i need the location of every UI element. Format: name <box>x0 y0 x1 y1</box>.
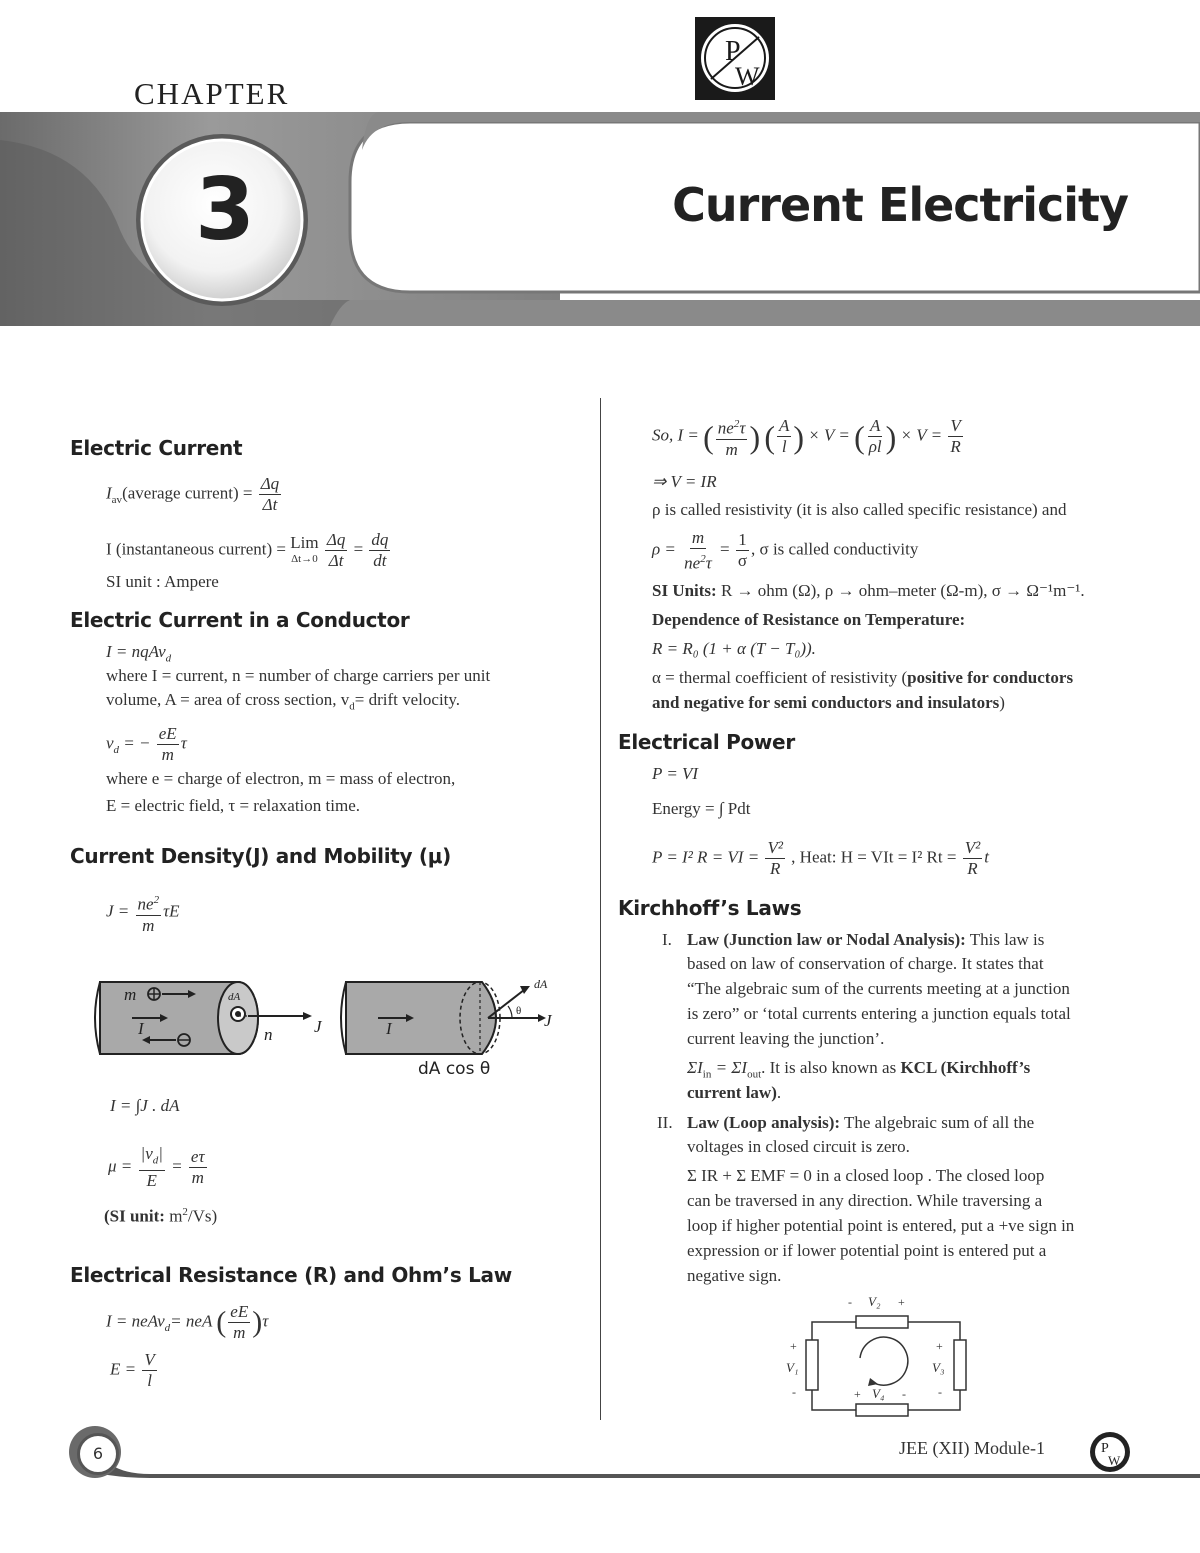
module-name: JEE (XII) Module-1 <box>899 1438 1045 1458</box>
circuit-v4-plus: + <box>854 1387 861 1401</box>
circuit-v3-plus: + <box>936 1339 943 1353</box>
mobility-formula: μ = $\frac{|v_d|}{E}$ = $\frac{e\tau}{m}$ <box>108 1144 205 1191</box>
pw-logo <box>695 17 775 100</box>
resistance-derivation: So, I = ( $\frac{ne^2\tau}{m}$ ) ( $\frac{A}{l}$ ) × V = ( $\frac{A}{\rho l}$ ) × V = $\frac{V}{R}$ <box>652 414 965 460</box>
figure-current2-label: I <box>386 1019 392 1038</box>
heading-current-density: Current Density(J) and Mobility (μ) <box>70 844 452 868</box>
loop-rule-line-2: can be traversed in any direction. While traversing a <box>687 1191 1043 1210</box>
ohms-law-derivation: I = neAv$_d$= neA ( $\frac{eE}{m}$ )τ <box>106 1302 269 1342</box>
law1-line-4: is zero” or ‘total currents entering a junction equals total <box>687 1004 1071 1023</box>
law1-line-5: current leaving the junction’. <box>687 1029 885 1048</box>
ohms-law-v-ir: ⇒ V = IR <box>652 472 717 491</box>
law1-number: I. <box>662 930 672 949</box>
instantaneous-current-formula: I (instantaneous current) = Lim Δt→0 $\frac{\Delta q}{\Delta t}$ = $\frac{dq}{dt}$ <box>106 530 389 570</box>
law2-number: II. <box>657 1113 673 1132</box>
drift-velocity-formula: $v_d$ = − $\frac{eE}{m}$ τ <box>106 724 187 764</box>
current-density-formula: J = $\frac{ne^2}{m}$ τE <box>106 890 180 936</box>
circuit-v2-label: V₂ <box>868 1294 881 1309</box>
loop-rule-line-3: loop if higher potential point is entered, put a +ve sign in <box>687 1216 1075 1235</box>
resistance-temperature-formula: R = R₀ (1 + α (T − T₀)). <box>652 639 816 658</box>
kcl-formula-line2: current law). <box>687 1083 782 1102</box>
temperature-dependence-heading: Dependence of Resistance on Temperature: <box>652 610 966 629</box>
law1-line-2: based on law of conservation of charge. It states that <box>687 954 1044 973</box>
logo-letter-w: W <box>735 62 760 91</box>
logo-letter-p: P <box>725 36 741 67</box>
chapter-number: 3 <box>195 160 255 260</box>
law1-line-3: “The algebraic sum of the currents meeting at a junction <box>687 979 1070 998</box>
loop-rule-line-4: expression or if lower potential point is entered put a <box>687 1241 1047 1260</box>
law1-title-line: Law (Junction law or Nodal Analysis): This law is <box>687 930 1045 949</box>
where-electron-line2: E = electric field, τ = relaxation time. <box>106 796 360 815</box>
circuit-v3-label: V₃ <box>932 1360 945 1375</box>
pw-logo-icon <box>695 17 775 100</box>
heading-resistance-ohms-law: Electrical Resistance (R) and Ohm’s Law <box>70 1263 512 1287</box>
resistivity-definition: ρ is called resistivity (it is also called specific resistance) and <box>652 500 1067 519</box>
conductor-current-density-figure <box>88 968 568 1080</box>
circuit-v3-minus: - <box>938 1385 942 1399</box>
figure-density2-label: J <box>544 1011 552 1030</box>
circuit-v2-plus: + <box>898 1295 905 1309</box>
circuit-v4-minus: - <box>902 1387 906 1401</box>
law2-title-line: Law (Loop analysis): The algebraic sum of all the <box>687 1113 1035 1132</box>
loop-rule-line-1: Σ IR + Σ EMF = 0 in a closed loop . The closed loop <box>687 1166 1045 1185</box>
column-divider <box>600 398 601 1420</box>
chapter-label: CHAPTER <box>134 76 290 111</box>
figure-area-label: dA <box>228 991 241 1003</box>
circuit-v4-label: V₄ <box>872 1386 885 1401</box>
heading-kirchhoffs-laws: Kirchhoff’s Laws <box>618 896 802 920</box>
current-integral-formula: I = ∫J . dA <box>110 1096 180 1115</box>
footer-logo-w: W <box>1108 1453 1121 1468</box>
heading-electric-current: Electric Current <box>70 436 243 460</box>
si-unit-ampere: SI unit : Ampere <box>106 572 219 591</box>
heading-current-in-conductor: Electric Current in a Conductor <box>70 608 410 632</box>
footer-logo-p: P <box>1101 1441 1109 1456</box>
circuit-v2-minus: - <box>848 1295 852 1309</box>
power-heat-formula: P = I² R = VI = $\frac{\text{V²}}{R}$ , Heat: H = VIt = I² Rt = $\frac{\text{V²}}{R}$ t <box>652 838 989 878</box>
figure-angle-label: θ <box>516 1005 522 1017</box>
footer-pw-logo-icon <box>1088 1430 1132 1474</box>
footer-band <box>0 1420 1200 1500</box>
circuit-v1-label: V₁ <box>786 1360 799 1375</box>
where-electron-line1: where e = charge of electron, m = mass of electron, <box>106 769 456 788</box>
average-current-formula: $I_{av}(average$ current) = $\frac{\Delta q}{\Delta t}$ <box>106 474 280 514</box>
chapter-title: Current Electricity <box>672 178 1128 232</box>
electric-field-formula: E = $\frac{V}{l}$ <box>110 1350 155 1390</box>
figure-caption: dA cos θ <box>418 1059 491 1079</box>
kirchhoff-loop-circuit <box>780 1288 980 1428</box>
mobility-si-unit: (SI unit: $m^2/Vs$) <box>104 1206 218 1226</box>
figure-normal-label: n <box>264 1025 273 1044</box>
law2-line-2: voltages in closed circuit is zero. <box>687 1137 910 1156</box>
figure-mass-label: m <box>124 985 137 1004</box>
page-number: 6 <box>77 1433 119 1475</box>
heading-electrical-power: Electrical Power <box>618 730 795 754</box>
circuit-v1-plus: + <box>790 1339 797 1353</box>
where-current-line1: where I = current, n = number of charge carriers per unit <box>106 666 491 685</box>
loop-rule-line-5: negative sign. <box>687 1266 782 1285</box>
thermal-coefficient-line1: α = thermal coefficient of resistivity (positive for conductors <box>652 668 1074 687</box>
power-vi-formula: P = VI <box>652 764 699 783</box>
energy-formula: Energy = ∫ Pdt <box>652 799 751 818</box>
where-current-line2: volume, A = area of cross section, $v_d=$ drift velocity. <box>106 690 461 713</box>
resistivity-formula: ρ = $\frac{m}{ne^2\tau}$ = $\frac{1}{\sigma}$ , σ is called conductivity <box>652 528 919 573</box>
figure-area2-label: dA <box>534 977 548 991</box>
figure-density-label: J <box>314 1017 322 1036</box>
figure-current-label: I <box>138 1019 144 1038</box>
kcl-formula-line: $\Sigma I_{in} = \Sigma I_{out}$. It is also known as KCL (Kirchhoff’s <box>687 1058 1031 1081</box>
thermal-coefficient-line2: and negative for semi conductors and insulators) <box>652 693 1005 712</box>
si-units-resistance: SI Units: R → ohm (Ω), ρ → ohm–meter (Ω-m), σ → Ω⁻¹m⁻¹. <box>652 581 1085 600</box>
circuit-v1-minus: - <box>792 1385 796 1399</box>
current-drift-formula: I = nqAv$_d$ <box>106 642 172 665</box>
